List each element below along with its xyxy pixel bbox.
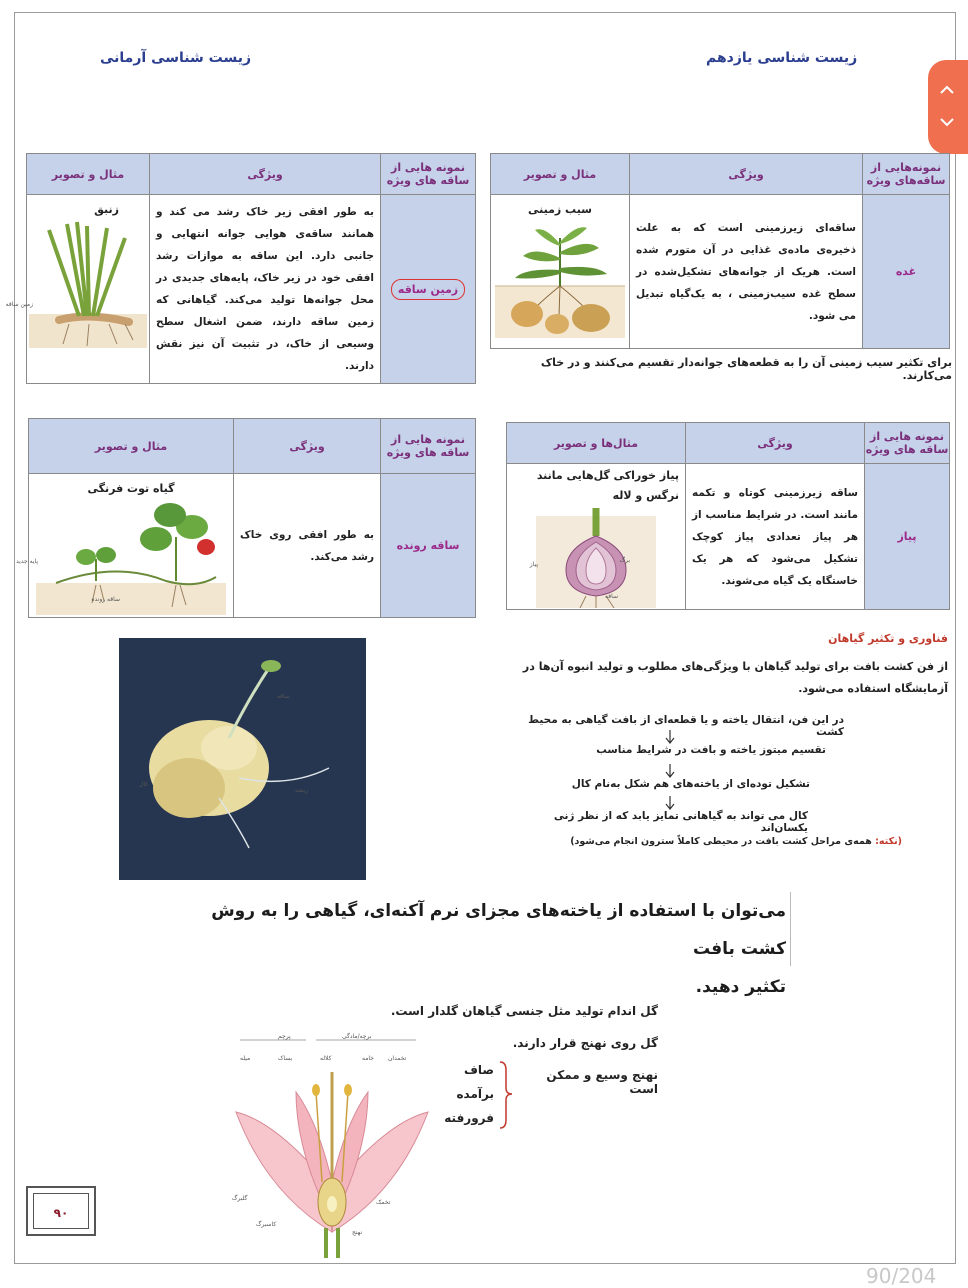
bulb-img-label-1: پیاز [529, 561, 538, 568]
flower-options [440, 1058, 494, 1130]
tuber-feature: ساقه‌ای زیرزمینی است که به علت ذخیره‌ی ماده‌ی غذایی در آن متورم شده است. هریک از جوانه‌های تشکیل‌شده در سطح غده سیب‌زمینی ، به یک‌گیاه تبدیل می شود. [630, 195, 863, 349]
option-sunken: فرورفته [444, 1111, 494, 1125]
fl-receptacle: نهنج [352, 1229, 363, 1236]
tissue-step-3: تشکیل توده‌ای از یاخته‌های هم شکل به‌نام کال [571, 778, 810, 790]
col-example: مثال و تصویر [491, 154, 630, 195]
col-example: مثال و تصویر [29, 419, 234, 474]
photo-label-2: کال [139, 781, 149, 788]
rhizome-feature: به طور افقی زیر خاک رشد می کند و همانند ساقه‌ی هوایی جوانه انتهایی و جانبی دارد. این ساقه به موازات رشد افقی خود در زیر خاک، پایه‌های جدیدی در محل جوانه‌ها تولید می‌کند. گیاهانی که زمین ساقه دارند، ضمن اشغال سطح وسیعی از خاک، در تثبیت آن نیز نقش دارند. [150, 195, 381, 384]
col-feature: ویژگی [150, 154, 381, 195]
tissue-note [560, 836, 902, 847]
bulb-example-label: پیاز خوراکی گل‌هایی مانند نرگس و لاله [536, 469, 679, 502]
tuber-name: غده [863, 195, 950, 349]
flower-line-1: گل اندام تولید مثل جنسی گیاهان گلدار است. [390, 1004, 658, 1018]
potato-illustration [495, 218, 625, 338]
photo-label-3: ریشه [295, 787, 309, 794]
strawberry-illustration [16, 497, 226, 615]
col-samples: نمونه هایی از ساقه های ویژه [865, 423, 950, 464]
tissue-title: فناوری و تکثیر گیاهان [828, 632, 948, 645]
page-counter: 90/204 [866, 1264, 937, 1288]
fl-carpel: برچه/مادگی [342, 1033, 372, 1040]
header-left-title: زیست شناسی آرمانی [100, 50, 252, 66]
table-rhizome [5, 153, 476, 384]
table-bulb [506, 422, 950, 610]
table-stolon [16, 418, 476, 618]
tissue-note-label: (نکته: [875, 836, 902, 847]
rhizome-example-label: زنبق [94, 203, 119, 216]
chevron-down-icon[interactable] [939, 114, 955, 130]
col-feature: ویژگی [234, 419, 381, 474]
bulb-example [507, 464, 686, 610]
step-arrows [660, 728, 680, 828]
tuber-note: برای تکثیر سیب زمینی آن را به قطعه‌های جوانه‌دار تقسیم می‌کنند و در خاک می‌کارند. [540, 356, 952, 382]
tissue-note-text: همه‌ی مراحل کشت بافت در محیطی کاملاً سترون انجام می‌شود) [570, 836, 872, 847]
tissue-intro: از فن کشت بافت برای تولید گیاهان با ویژگی‌های مطلوب و تولید انبوه آن‌ها در آزمایشگاه استفاده می‌شود. [522, 660, 948, 695]
tuber-example-label: سیب زمینی [527, 203, 593, 216]
bulb-img-label-2: برگ [619, 557, 630, 564]
option-raised: برآمده [456, 1087, 494, 1101]
tissue-step-1: در این فن، انتقال یاخته و یا قطعه‌ای از بافت گیاهی به محیط کشت [528, 714, 844, 738]
iris-illustration [5, 220, 147, 348]
photo-label-1: ساقه [277, 693, 290, 700]
rhizome-name-circle: زمین ساقه [391, 279, 465, 300]
stolon-name: ساقه رونده [381, 474, 476, 618]
statement-line-2: تکثیر دهید. [695, 977, 786, 997]
statement [200, 892, 791, 997]
fl-anther: بساک [278, 1055, 293, 1062]
rhizome-example [5, 195, 150, 384]
fl-filament: میله [240, 1055, 251, 1062]
statement-line-1: می‌توان با استفاده از یاخته‌های مجزای نرم آکنه‌ای، گیاهی را به روش کشت بافت [211, 901, 786, 959]
col-samples: نمونه هایی از ساقه های ویژه [381, 419, 476, 474]
fl-petal: گلبرگ [232, 1195, 248, 1202]
bulb-img-label-3: ساقه [605, 593, 618, 600]
stolon-example-label: گیاه توت فرنگی [87, 482, 175, 495]
rhizome-img-label: زمین ساقه [5, 301, 33, 308]
col-samples: نمونه هایی از ساقه های ویژه [381, 154, 476, 195]
col-samples: نمونه‌هایی از ساقه‌های ویژه [863, 154, 950, 195]
flower-line-3: نهنج وسیع و ممکن است [546, 1068, 658, 1096]
tissue-step-2: تقسیم میتوز یاخته و بافت در شرایط مناسب [596, 744, 826, 756]
tissue-step-4: کال می تواند به گیاهانی تمایز یابد که از نظر ژنی یکسان‌اند [553, 810, 808, 834]
option-flat: صاف [463, 1063, 494, 1077]
fl-stamen: پرچم [278, 1033, 291, 1040]
fl-ovule: تخمک [376, 1199, 391, 1206]
page-number: ۹۰ [33, 1193, 89, 1229]
stolon-feature: به طور افقی روی خاک رشد می‌کند. [234, 474, 381, 618]
callus-image [119, 638, 366, 880]
tissue-culture-photo [119, 638, 366, 880]
fl-sepal: کاسبرگ [256, 1221, 277, 1228]
rhizome-name [381, 195, 476, 384]
bulb-name: پیاز [865, 464, 950, 610]
stolon-img-label-2: ساقه رونده [91, 596, 120, 603]
table-tuber [490, 153, 950, 349]
fl-style: خامه [362, 1055, 374, 1062]
stolon-example [16, 474, 234, 618]
flower-line-2: گل روی نهنج قرار دارند. [512, 1036, 658, 1050]
col-example: مثال و تصویر [27, 154, 150, 195]
stolon-img-label-1: پایه جدید [16, 558, 38, 565]
onion-illustration [529, 508, 656, 608]
col-feature: ویژگی [686, 423, 865, 464]
page-nav [928, 60, 968, 154]
header-right-title: زیست شناسی یازدهم [706, 50, 858, 66]
tuber-example [491, 195, 630, 349]
flower-diagram [226, 1032, 438, 1258]
page-number-box [26, 1186, 96, 1236]
col-feature: ویژگی [630, 154, 863, 195]
bracket [498, 1060, 514, 1130]
chevron-up-icon[interactable] [939, 82, 955, 98]
bulb-feature: ساقه زیرزمینی کوتاه و تکمه مانند است. در شرایط مناسب از هر پیاز تعدادی پیاز کوچک تشکیل می‌شود که هر یک خاستگاه یک گیاه می‌شوند. [686, 464, 865, 610]
fl-stigma: کلاله [320, 1055, 332, 1062]
col-example: مثال‌ها و تصویر [507, 423, 686, 464]
fl-ovary: تخمدان [388, 1055, 407, 1062]
